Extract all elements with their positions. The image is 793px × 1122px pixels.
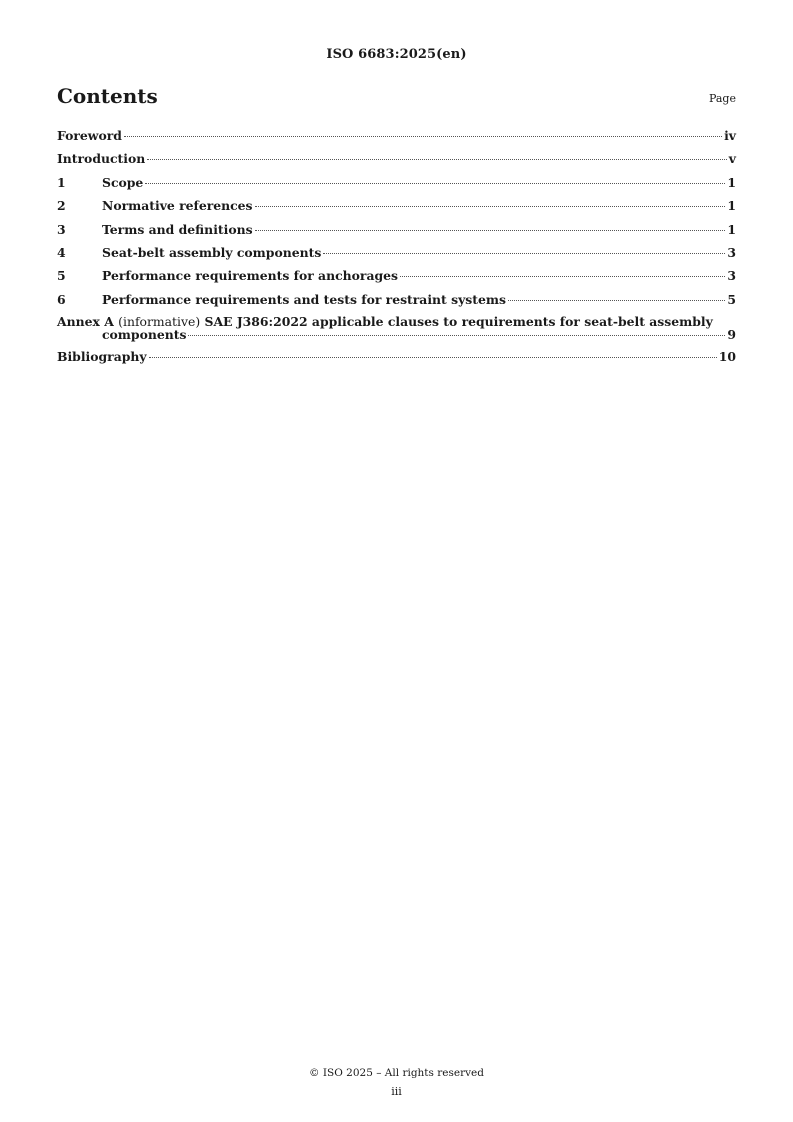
toc-entry-number: 4 — [57, 244, 66, 260]
toc-entry-page: 3 — [727, 268, 736, 284]
annex-continuation-line — [57, 328, 736, 341]
page-column-label: Page — [708, 92, 736, 105]
page-number: iii — [391, 1085, 402, 1098]
annex-qualifier: (informative) — [118, 314, 201, 330]
toc-entry-title: Seat-belt assembly components — [102, 244, 322, 260]
toc-entry-anchorages[interactable] — [57, 268, 736, 284]
toc-entry-page: 1 — [727, 198, 736, 214]
toc-entry-number: 2 — [57, 198, 66, 214]
toc-entry-scope[interactable] — [57, 175, 736, 191]
dot-leader — [323, 253, 725, 254]
toc-entry-page: 1 — [727, 174, 736, 190]
toc-entry-title: Performance requirements and tests for restraint systems — [102, 291, 506, 307]
toc-entry-introduction[interactable] — [57, 151, 736, 167]
table-of-contents — [57, 128, 736, 372]
toc-entry-number: 3 — [57, 221, 66, 237]
toc-entry-annex-a[interactable] — [57, 315, 736, 341]
dot-leader — [149, 357, 717, 358]
toc-entry-page: 9 — [727, 327, 736, 343]
dot-leader — [147, 159, 727, 160]
toc-entry-title: Introduction — [57, 151, 146, 167]
dot-leader — [188, 335, 725, 336]
dot-leader — [124, 136, 722, 137]
toc-entry-title: Normative references — [102, 198, 253, 214]
toc-entry-normative-references[interactable] — [57, 198, 736, 214]
toc-entry-page: 3 — [727, 244, 736, 260]
toc-entry-title: Scope — [102, 174, 144, 190]
toc-entry-bibliography[interactable] — [57, 349, 736, 365]
annex-label: Annex A — [57, 314, 114, 330]
dot-leader — [255, 206, 726, 207]
toc-entry-title: Bibliography — [57, 348, 147, 364]
copyright-notice: © ISO 2025 – All rights reserved — [309, 1067, 484, 1079]
toc-entry-page: iv — [724, 128, 736, 143]
toc-entry-number: 5 — [57, 268, 66, 284]
annex-title-line2: components — [102, 327, 187, 343]
annex-title-line1: SAE J386:2022 applicable clauses to requirements for seat-belt assembly — [204, 314, 713, 330]
toc-entry-seat-belt-components[interactable] — [57, 245, 736, 261]
dot-leader — [255, 230, 726, 231]
toc-entry-title: Performance requirements for anchorages — [102, 268, 398, 284]
toc-entry-title: Terms and definitions — [102, 221, 253, 237]
dot-leader — [400, 276, 725, 277]
toc-entry-title: Foreword — [57, 128, 122, 143]
toc-entry-page: 1 — [727, 221, 736, 237]
toc-entry-page: 10 — [718, 348, 736, 364]
toc-entry-page: 5 — [727, 291, 736, 307]
toc-entry-restraint-systems[interactable] — [57, 292, 736, 308]
document-identifier: ISO 6683:2025(en) — [326, 47, 467, 62]
contents-heading: Contents — [57, 84, 158, 108]
dot-leader — [145, 183, 725, 184]
toc-entry-number: 1 — [57, 174, 66, 190]
dot-leader — [508, 300, 725, 301]
toc-entry-number: 6 — [57, 291, 66, 307]
toc-entry-page: v — [728, 151, 736, 167]
toc-entry-terms-and-definitions[interactable] — [57, 222, 736, 238]
toc-entry-foreword[interactable] — [57, 128, 736, 144]
